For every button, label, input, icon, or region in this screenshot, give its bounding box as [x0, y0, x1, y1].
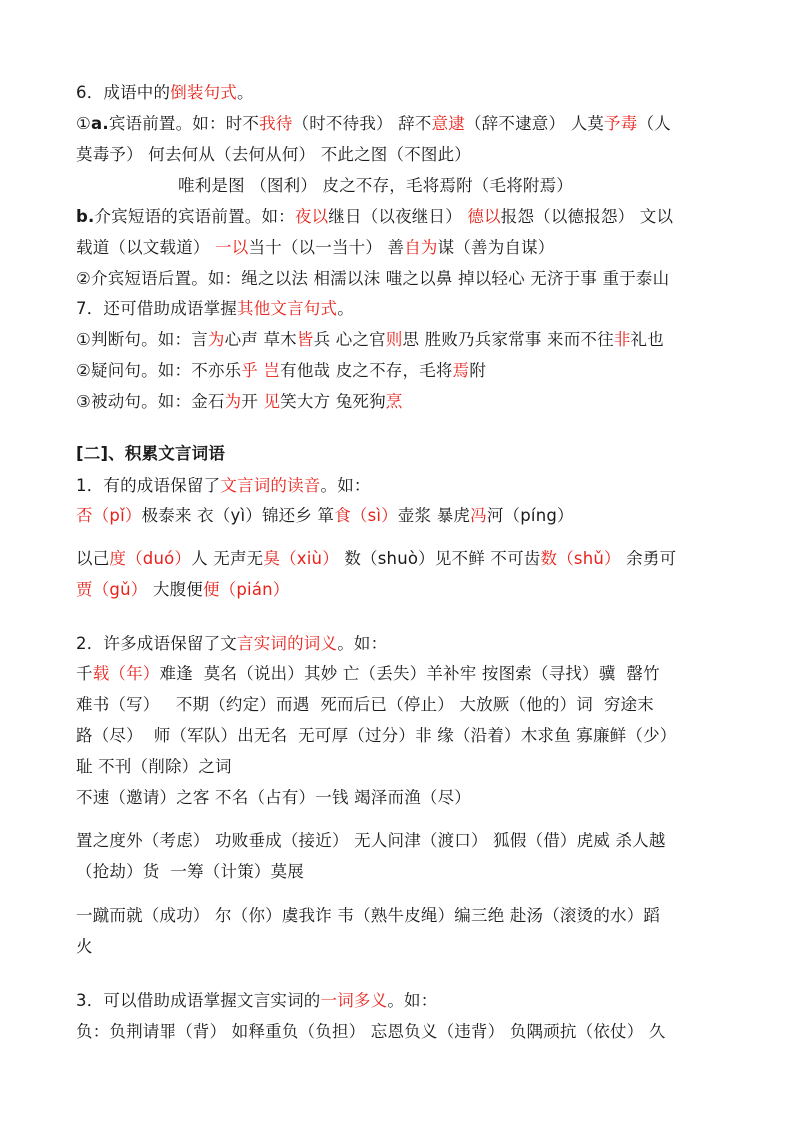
body-text: 心声 草木: [224, 330, 297, 349]
highlighted-text: 意逮: [431, 114, 465, 133]
highlighted-text: 烹: [385, 392, 403, 411]
body-text: ①判断句。如：言: [76, 330, 208, 349]
body-text: 置之度外（考虑） 功败垂成（接近） 无人问津（渡口） 狐假（借）虎威 杀人越: [76, 831, 666, 850]
highlighted-text: 臭（xiù）: [263, 549, 339, 568]
text-line: [76, 113, 671, 135]
text-line: [76, 990, 437, 1012]
body-text: 壶浆 暴虎: [397, 506, 471, 525]
body-text: 难书（写） 不期（约定）而遇 死而后已（停止） 大放厥（他的）词 穷途末: [76, 695, 654, 714]
highlighted-text: 言实词的词义: [237, 634, 338, 653]
body-text: 。如：: [320, 476, 371, 495]
body-text: 难逢 莫名（说出）其妙 亡（丢失）羊补牢 按图索（寻找）骥 罄竹: [159, 664, 660, 683]
text-line: [76, 268, 669, 290]
body-text: 兵 心之官: [313, 330, 386, 349]
body-text: 宾语前置。如：时不: [108, 114, 260, 133]
body-text: 耻 不刊（削除）之词: [76, 757, 232, 776]
highlighted-text: 我待: [259, 114, 293, 133]
body-text: 河（píng）: [486, 506, 574, 525]
text-line: [76, 360, 486, 382]
body-text: 路（尽） 师（军队）出无名 无可厚（过分）非 缘（沿着）木求鱼 寡廉鲜（少）: [76, 726, 677, 745]
bold-text: a.: [91, 114, 109, 133]
body-text: 2．许多成语保留了文: [76, 634, 237, 653]
highlighted-text: 予毒: [604, 114, 638, 133]
body-text: 载道（以文载道）: [76, 238, 216, 257]
highlighted-text: 夜以: [294, 207, 329, 226]
highlighted-text: 数（shǔ）: [540, 549, 621, 568]
highlighted-text: 为: [207, 330, 225, 349]
body-text: 火: [76, 937, 93, 956]
body-text: （人: [637, 114, 671, 133]
body-text: 继日（以夜继日）: [328, 207, 468, 226]
text-line: [76, 206, 673, 228]
highlighted-text: 德以: [467, 207, 501, 226]
text-line: [76, 1021, 666, 1043]
text-line: [76, 443, 225, 465]
text-line: [76, 475, 371, 497]
body-text: 数（shuò）见不鲜 不可齿: [338, 549, 541, 568]
highlighted-text: 食（sì）: [334, 506, 398, 525]
text-line: [76, 579, 290, 601]
text-line: [76, 505, 574, 527]
body-text: 附: [469, 361, 487, 380]
text-line: [76, 633, 387, 655]
highlighted-text: 一以: [215, 238, 249, 257]
highlighted-text: 见: [263, 392, 281, 411]
body-text: 当十（以一当十） 善: [248, 238, 405, 257]
body-text: ①: [76, 114, 91, 133]
text-line: [76, 391, 403, 413]
text-line: [76, 830, 666, 852]
highlighted-text: 则: [385, 330, 403, 349]
body-text: 。: [237, 83, 254, 102]
highlighted-text: 倒装句式: [170, 83, 238, 102]
highlighted-text: 度（duó）: [109, 549, 192, 568]
body-text: 介宾短语的宾语前置。如：: [94, 207, 295, 226]
body-text: 3．可以借助成语掌握文言实词的: [76, 991, 321, 1010]
text-line: [76, 756, 232, 778]
highlighted-text: 焉: [452, 361, 470, 380]
text-line: [76, 787, 471, 809]
body-text: 余勇可: [620, 549, 677, 568]
bold-text: b.: [76, 207, 95, 226]
body-text: 6．成语中的: [76, 83, 171, 102]
text-line: [76, 861, 304, 883]
highlighted-text: 为: [224, 392, 242, 411]
body-text: 。: [337, 299, 354, 318]
text-line: [76, 936, 93, 958]
text-line: [76, 694, 654, 716]
text-line: [76, 663, 660, 685]
highlighted-text: 非: [613, 330, 631, 349]
highlighted-text: 载（年）: [92, 664, 160, 683]
body-text: 思 胜败乃兵家常事 来而不往: [402, 330, 614, 349]
body-text: 开: [241, 392, 264, 411]
body-text: （抢劫）货 一筹（计策）莫展: [76, 862, 304, 881]
body-text: ②疑问句。如：不亦乐: [76, 361, 242, 380]
highlighted-text: 冯: [470, 506, 487, 525]
highlighted-text: 其他文言句式: [237, 299, 338, 318]
highlighted-text: 贾（gǔ）: [76, 580, 148, 599]
highlighted-text: 自为: [404, 238, 438, 257]
body-text: 礼也: [630, 330, 664, 349]
body-text: 唯利是图 （图利） 皮之不存，毛将焉附（毛将附焉）: [178, 176, 573, 195]
text-line: [76, 725, 676, 747]
highlighted-text: 文言词的读音: [220, 476, 321, 495]
body-text: 1．有的成语保留了: [76, 476, 221, 495]
body-text: （时不待我） 辞不: [292, 114, 432, 133]
text-line: [76, 905, 660, 927]
highlighted-text: 皆: [296, 330, 314, 349]
text-line: [76, 329, 664, 351]
bold-text: [二]、积累文言词语: [76, 444, 226, 463]
body-text: 。如：: [337, 634, 388, 653]
body-text: 极泰来 衣（yì）锦还乡 箪: [141, 506, 335, 525]
text-line: [76, 298, 354, 320]
body-text: 笑大方 兔死狗: [280, 392, 386, 411]
highlighted-text: 否（pǐ）: [76, 506, 142, 525]
text-line: [76, 548, 676, 570]
body-text: 报怨（以德报怨） 文以: [500, 207, 674, 226]
body-text: 有他哉 皮之不存，毛将: [280, 361, 453, 380]
text-line: [178, 175, 573, 197]
body-text: 莫毒予） 何去何从（去何从何） 不此之图（不图此）: [76, 145, 471, 164]
body-text: 谋（善为自谋）: [437, 238, 555, 257]
body-text: ②介宾短语后置。如：绳之以法 相濡以沫 嗤之以鼻 掉以轻心 无济于事 重于泰山: [76, 269, 670, 288]
highlighted-text: 乎 岂: [241, 361, 281, 380]
body-text: 人 无声无: [191, 549, 264, 568]
body-text: 。如：: [387, 991, 438, 1010]
body-text: （辞不逮意） 人莫: [464, 114, 605, 133]
body-text: ③被动句。如：金石: [76, 392, 225, 411]
body-text: 以己: [76, 549, 110, 568]
body-text: 大腹便: [147, 580, 203, 599]
highlighted-text: 便（pián）: [202, 580, 290, 599]
body-text: 不速（邀请）之客 不名（占有）一钱 竭泽而渔（尽）: [76, 788, 471, 807]
text-line: [76, 237, 555, 259]
body-text: 一蹴而就（成功） 尔（你）虞我诈 韦（熟牛皮绳）编三绝 赴汤（滚烫的水）蹈: [76, 906, 661, 925]
text-line: [76, 144, 471, 166]
body-text: 千: [76, 664, 93, 683]
highlighted-text: 一词多义: [320, 991, 388, 1010]
body-text: 7．还可借助成语掌握: [76, 299, 237, 318]
body-text: 负：负荆请罪（背） 如释重负（负担） 忘恩负义（违背） 负隅顽抗（依仗） 久: [76, 1022, 666, 1041]
text-line: [76, 82, 254, 104]
